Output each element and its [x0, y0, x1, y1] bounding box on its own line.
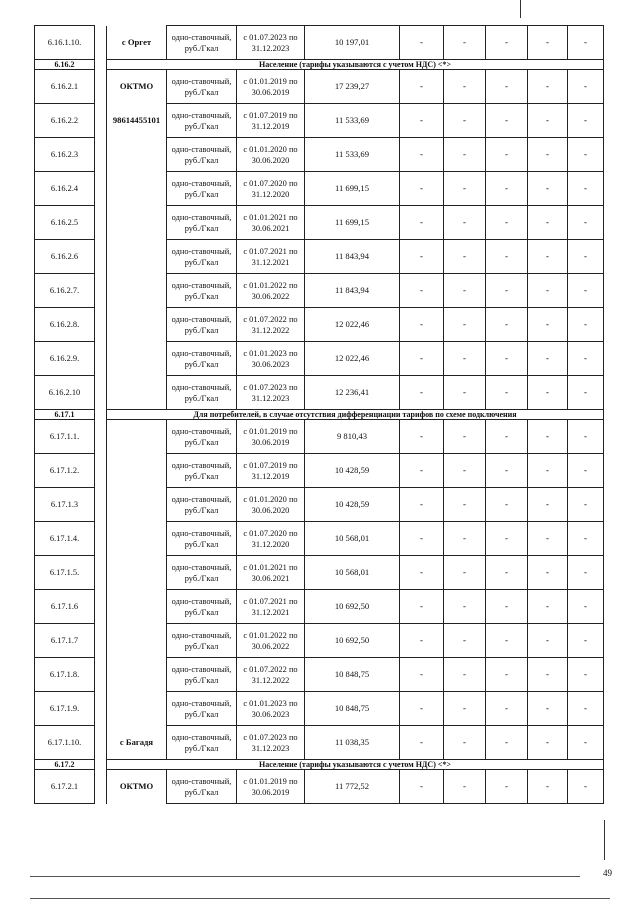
table-row	[35, 342, 604, 376]
gap-cell	[95, 206, 107, 240]
tariff-type-cell: одно-ставочный, руб./Гкал	[167, 240, 237, 274]
gap-cell	[95, 138, 107, 172]
empty-value-cell: -	[568, 206, 604, 240]
empty-value-cell: -	[400, 590, 444, 624]
gap-cell	[95, 60, 107, 70]
empty-value-cell: -	[444, 658, 486, 692]
empty-value-cell: -	[486, 556, 528, 590]
tariff-value-cell: 12 022,46	[305, 342, 400, 376]
table-row	[35, 692, 604, 726]
row-code: 6.16.2.6	[35, 240, 95, 274]
period-cell: с 01.01.2020 по 30.06.2020	[237, 138, 305, 172]
empty-value-cell: -	[444, 488, 486, 522]
empty-value-cell: -	[486, 522, 528, 556]
table-row	[35, 240, 604, 274]
tariff-value-cell: 17 239,27	[305, 70, 400, 104]
footer-rule	[30, 876, 580, 877]
row-code: 6.17.1.8.	[35, 658, 95, 692]
place-cell	[107, 138, 167, 172]
row-code: 6.17.1.4.	[35, 522, 95, 556]
empty-value-cell: -	[444, 726, 486, 760]
empty-value-cell: -	[568, 770, 604, 804]
empty-value-cell: -	[486, 308, 528, 342]
empty-value-cell: -	[528, 308, 568, 342]
table-row	[35, 420, 604, 454]
period-cell: с 01.07.2020 по 31.12.2020	[237, 172, 305, 206]
row-code: 6.16.2.9.	[35, 342, 95, 376]
gap-cell	[95, 172, 107, 206]
place-cell	[107, 692, 167, 726]
gap-cell	[95, 624, 107, 658]
empty-value-cell: -	[400, 658, 444, 692]
empty-value-cell: -	[486, 692, 528, 726]
scan-mark	[604, 820, 605, 860]
period-cell: с 01.07.2019 по 31.12.2019	[237, 454, 305, 488]
empty-value-cell: -	[528, 240, 568, 274]
section-title: Население (тарифы указываются с учетом НДС) <*>	[107, 60, 604, 70]
place-cell	[107, 556, 167, 590]
place-cell	[107, 342, 167, 376]
gap-cell	[95, 342, 107, 376]
table-row	[35, 488, 604, 522]
empty-value-cell: -	[444, 70, 486, 104]
place-cell: с Оргет	[107, 26, 167, 60]
tariff-type-cell: одно-ставочный, руб./Гкал	[167, 522, 237, 556]
tariff-type-cell: одно-ставочный, руб./Гкал	[167, 206, 237, 240]
tariff-type-cell: одно-ставочный, руб./Гкал	[167, 308, 237, 342]
empty-value-cell: -	[568, 726, 604, 760]
gap-cell	[95, 274, 107, 308]
tariff-value-cell: 9 810,43	[305, 420, 400, 454]
empty-value-cell: -	[400, 308, 444, 342]
empty-value-cell: -	[528, 26, 568, 60]
section-code: 6.17.1	[35, 410, 95, 420]
row-code: 6.16.2.4	[35, 172, 95, 206]
tariff-type-cell: одно-ставочный, руб./Гкал	[167, 590, 237, 624]
empty-value-cell: -	[486, 26, 528, 60]
tariff-value-cell: 10 848,75	[305, 692, 400, 726]
period-cell: с 01.01.2022 по 30.06.2022	[237, 274, 305, 308]
place-cell: ОКТМО	[107, 70, 167, 104]
empty-value-cell: -	[400, 454, 444, 488]
period-cell: с 01.07.2023 по 31.12.2023	[237, 726, 305, 760]
gap-cell	[95, 420, 107, 454]
table-row	[35, 274, 604, 308]
tariff-value-cell: 12 236,41	[305, 376, 400, 410]
empty-value-cell: -	[528, 342, 568, 376]
row-code: 6.17.1.3	[35, 488, 95, 522]
place-cell	[107, 308, 167, 342]
period-cell: с 01.01.2021 по 30.06.2021	[237, 556, 305, 590]
table-row	[35, 206, 604, 240]
gap-cell	[95, 104, 107, 138]
empty-value-cell: -	[568, 658, 604, 692]
gap-cell	[95, 376, 107, 410]
empty-value-cell: -	[568, 420, 604, 454]
empty-value-cell: -	[486, 206, 528, 240]
table-row	[35, 308, 604, 342]
footer-rule	[30, 898, 610, 899]
section-code: 6.16.2	[35, 60, 95, 70]
place-cell	[107, 454, 167, 488]
empty-value-cell: -	[444, 770, 486, 804]
empty-value-cell: -	[568, 26, 604, 60]
empty-value-cell: -	[568, 376, 604, 410]
tariff-value-cell: 11 699,15	[305, 206, 400, 240]
empty-value-cell: -	[444, 274, 486, 308]
empty-value-cell: -	[400, 420, 444, 454]
row-code: 6.17.1.5.	[35, 556, 95, 590]
period-cell: с 01.07.2022 по 31.12.2022	[237, 658, 305, 692]
empty-value-cell: -	[486, 70, 528, 104]
tariff-value-cell: 10 428,59	[305, 454, 400, 488]
empty-value-cell: -	[486, 590, 528, 624]
row-code: 6.17.1.7	[35, 624, 95, 658]
empty-value-cell: -	[444, 556, 486, 590]
table-row	[35, 376, 604, 410]
gap-cell	[95, 556, 107, 590]
table-row	[35, 454, 604, 488]
empty-value-cell: -	[568, 624, 604, 658]
tariff-table	[34, 25, 604, 804]
empty-value-cell: -	[400, 522, 444, 556]
empty-value-cell: -	[400, 70, 444, 104]
empty-value-cell: -	[486, 240, 528, 274]
place-cell: с Багадя	[107, 726, 167, 760]
gap-cell	[95, 726, 107, 760]
period-cell: с 01.07.2022 по 31.12.2022	[237, 308, 305, 342]
tariff-value-cell: 11 843,94	[305, 274, 400, 308]
row-code: 6.17.1.6	[35, 590, 95, 624]
empty-value-cell: -	[528, 488, 568, 522]
empty-value-cell: -	[400, 206, 444, 240]
empty-value-cell: -	[568, 274, 604, 308]
empty-value-cell: -	[444, 420, 486, 454]
gap-cell	[95, 308, 107, 342]
empty-value-cell: -	[486, 104, 528, 138]
table-row	[35, 172, 604, 206]
period-cell: с 01.01.2021 по 30.06.2021	[237, 206, 305, 240]
period-cell: с 01.01.2019 по 30.06.2019	[237, 420, 305, 454]
gap-cell	[95, 410, 107, 420]
empty-value-cell: -	[568, 522, 604, 556]
tariff-type-cell: одно-ставочный, руб./Гкал	[167, 420, 237, 454]
empty-value-cell: -	[400, 726, 444, 760]
tariff-value-cell: 11 533,69	[305, 138, 400, 172]
section-title: Для потребителей, в случае отсутствия дифференциации тарифов по схеме подключения	[107, 410, 604, 420]
place-cell: ОКТМО	[107, 770, 167, 804]
row-code: 6.16.2.3	[35, 138, 95, 172]
empty-value-cell: -	[444, 624, 486, 658]
gap-cell	[95, 522, 107, 556]
empty-value-cell: -	[486, 658, 528, 692]
empty-value-cell: -	[528, 420, 568, 454]
section-row	[35, 410, 604, 420]
tariff-type-cell: одно-ставочный, руб./Гкал	[167, 376, 237, 410]
page-number: 49	[603, 868, 612, 878]
place-cell	[107, 420, 167, 454]
empty-value-cell: -	[444, 692, 486, 726]
empty-value-cell: -	[568, 488, 604, 522]
empty-value-cell: -	[486, 138, 528, 172]
place-cell	[107, 522, 167, 556]
tariff-type-cell: одно-ставочный, руб./Гкал	[167, 138, 237, 172]
gap-cell	[95, 760, 107, 770]
period-cell: с 01.07.2023 по 31.12.2023	[237, 26, 305, 60]
empty-value-cell: -	[444, 342, 486, 376]
table-row	[35, 138, 604, 172]
empty-value-cell: -	[528, 692, 568, 726]
gap-cell	[95, 454, 107, 488]
empty-value-cell: -	[568, 104, 604, 138]
place-cell	[107, 488, 167, 522]
tariff-value-cell: 10 692,50	[305, 624, 400, 658]
empty-value-cell: -	[486, 172, 528, 206]
section-title: Население (тарифы указываются с учетом НДС) <*>	[107, 760, 604, 770]
empty-value-cell: -	[486, 342, 528, 376]
empty-value-cell: -	[528, 624, 568, 658]
tariff-type-cell: одно-ставочный, руб./Гкал	[167, 692, 237, 726]
place-cell	[107, 240, 167, 274]
tariff-type-cell: одно-ставочный, руб./Гкал	[167, 70, 237, 104]
empty-value-cell: -	[486, 488, 528, 522]
empty-value-cell: -	[568, 172, 604, 206]
tariff-type-cell: одно-ставочный, руб./Гкал	[167, 624, 237, 658]
gap-cell	[95, 240, 107, 274]
tariff-value-cell: 12 022,46	[305, 308, 400, 342]
place-cell	[107, 274, 167, 308]
tariff-value-cell: 11 038,35	[305, 726, 400, 760]
gap-cell	[95, 590, 107, 624]
period-cell: с 01.07.2021 по 31.12.2021	[237, 590, 305, 624]
table-row	[35, 26, 604, 60]
table-row	[35, 770, 604, 804]
table-row	[35, 556, 604, 590]
tariff-value-cell: 10 568,01	[305, 556, 400, 590]
row-code: 6.16.2.2	[35, 104, 95, 138]
row-code: 6.17.1.1.	[35, 420, 95, 454]
section-code: 6.17.2	[35, 760, 95, 770]
tariff-type-cell: одно-ставочный, руб./Гкал	[167, 274, 237, 308]
empty-value-cell: -	[568, 70, 604, 104]
tariff-type-cell: одно-ставочный, руб./Гкал	[167, 172, 237, 206]
table-row	[35, 624, 604, 658]
place-cell	[107, 172, 167, 206]
table-row	[35, 70, 604, 104]
empty-value-cell: -	[568, 556, 604, 590]
period-cell: с 01.01.2020 по 30.06.2020	[237, 488, 305, 522]
table-row	[35, 726, 604, 760]
empty-value-cell: -	[400, 624, 444, 658]
empty-value-cell: -	[400, 342, 444, 376]
row-code: 6.17.1.10.	[35, 726, 95, 760]
empty-value-cell: -	[444, 206, 486, 240]
period-cell: с 01.01.2019 по 30.06.2019	[237, 70, 305, 104]
period-cell: с 01.07.2020 по 31.12.2020	[237, 522, 305, 556]
empty-value-cell: -	[400, 376, 444, 410]
place-cell	[107, 658, 167, 692]
place-cell	[107, 206, 167, 240]
tariff-type-cell: одно-ставочный, руб./Гкал	[167, 342, 237, 376]
empty-value-cell: -	[400, 240, 444, 274]
period-cell: с 01.07.2023 по 31.12.2023	[237, 376, 305, 410]
tariff-type-cell: одно-ставочный, руб./Гкал	[167, 770, 237, 804]
tariff-value-cell: 11 533,69	[305, 104, 400, 138]
row-code: 6.17.1.2.	[35, 454, 95, 488]
tariff-type-cell: одно-ставочный, руб./Гкал	[167, 454, 237, 488]
tariff-value-cell: 10 692,50	[305, 590, 400, 624]
tariff-type-cell: одно-ставочный, руб./Гкал	[167, 556, 237, 590]
empty-value-cell: -	[528, 770, 568, 804]
period-cell: с 01.01.2023 по 30.06.2023	[237, 342, 305, 376]
scan-mark	[520, 0, 521, 18]
row-code: 6.17.1.9.	[35, 692, 95, 726]
empty-value-cell: -	[528, 454, 568, 488]
empty-value-cell: -	[400, 104, 444, 138]
table-row	[35, 522, 604, 556]
empty-value-cell: -	[568, 342, 604, 376]
tariff-value-cell: 10 428,59	[305, 488, 400, 522]
period-cell: с 01.01.2019 по 30.06.2019	[237, 770, 305, 804]
gap-cell	[95, 658, 107, 692]
empty-value-cell: -	[400, 172, 444, 206]
gap-cell	[95, 692, 107, 726]
empty-value-cell: -	[400, 138, 444, 172]
tariff-value-cell: 10 848,75	[305, 658, 400, 692]
empty-value-cell: -	[444, 590, 486, 624]
row-code: 6.16.1.10.	[35, 26, 95, 60]
tariff-type-cell: одно-ставочный, руб./Гкал	[167, 726, 237, 760]
empty-value-cell: -	[444, 308, 486, 342]
empty-value-cell: -	[444, 376, 486, 410]
empty-value-cell: -	[528, 206, 568, 240]
period-cell: с 01.07.2019 по 31.12.2019	[237, 104, 305, 138]
row-code: 6.16.2.8.	[35, 308, 95, 342]
empty-value-cell: -	[528, 726, 568, 760]
empty-value-cell: -	[486, 454, 528, 488]
place-cell: 98614455101	[107, 104, 167, 138]
table-row	[35, 658, 604, 692]
empty-value-cell: -	[486, 624, 528, 658]
empty-value-cell: -	[568, 138, 604, 172]
empty-value-cell: -	[528, 70, 568, 104]
row-code: 6.16.2.1	[35, 70, 95, 104]
empty-value-cell: -	[444, 522, 486, 556]
gap-cell	[95, 488, 107, 522]
period-cell: с 01.01.2022 по 30.06.2022	[237, 624, 305, 658]
row-code: 6.17.2.1	[35, 770, 95, 804]
table-row	[35, 104, 604, 138]
empty-value-cell: -	[528, 172, 568, 206]
tariff-value-cell: 11 772,52	[305, 770, 400, 804]
section-row	[35, 760, 604, 770]
empty-value-cell: -	[486, 726, 528, 760]
period-cell: с 01.01.2023 по 30.06.2023	[237, 692, 305, 726]
empty-value-cell: -	[528, 590, 568, 624]
empty-value-cell: -	[400, 556, 444, 590]
row-code: 6.16.2.7.	[35, 274, 95, 308]
empty-value-cell: -	[400, 488, 444, 522]
empty-value-cell: -	[528, 658, 568, 692]
empty-value-cell: -	[568, 692, 604, 726]
empty-value-cell: -	[444, 26, 486, 60]
empty-value-cell: -	[568, 240, 604, 274]
empty-value-cell: -	[486, 770, 528, 804]
empty-value-cell: -	[528, 376, 568, 410]
tariff-type-cell: одно-ставочный, руб./Гкал	[167, 26, 237, 60]
section-row	[35, 60, 604, 70]
tariff-value-cell: 10 568,01	[305, 522, 400, 556]
empty-value-cell: -	[568, 590, 604, 624]
tariff-type-cell: одно-ставочный, руб./Гкал	[167, 658, 237, 692]
empty-value-cell: -	[528, 138, 568, 172]
empty-value-cell: -	[400, 274, 444, 308]
tariff-value-cell: 10 197,01	[305, 26, 400, 60]
row-code: 6.16.2.5	[35, 206, 95, 240]
empty-value-cell: -	[486, 274, 528, 308]
tariff-value-cell: 11 699,15	[305, 172, 400, 206]
empty-value-cell: -	[528, 274, 568, 308]
place-cell	[107, 376, 167, 410]
table-row	[35, 590, 604, 624]
empty-value-cell: -	[568, 308, 604, 342]
tariff-value-cell: 11 843,94	[305, 240, 400, 274]
empty-value-cell: -	[528, 104, 568, 138]
empty-value-cell: -	[528, 522, 568, 556]
empty-value-cell: -	[444, 172, 486, 206]
empty-value-cell: -	[400, 26, 444, 60]
period-cell: с 01.07.2021 по 31.12.2021	[237, 240, 305, 274]
empty-value-cell: -	[444, 240, 486, 274]
empty-value-cell: -	[400, 692, 444, 726]
gap-cell	[95, 770, 107, 804]
empty-value-cell: -	[486, 420, 528, 454]
empty-value-cell: -	[568, 454, 604, 488]
empty-value-cell: -	[444, 104, 486, 138]
place-cell	[107, 590, 167, 624]
empty-value-cell: -	[486, 376, 528, 410]
empty-value-cell: -	[528, 556, 568, 590]
tariff-type-cell: одно-ставочный, руб./Гкал	[167, 104, 237, 138]
place-cell	[107, 624, 167, 658]
row-code: 6.16.2.10	[35, 376, 95, 410]
empty-value-cell: -	[444, 138, 486, 172]
empty-value-cell: -	[444, 454, 486, 488]
gap-cell	[95, 26, 107, 60]
gap-cell	[95, 70, 107, 104]
tariff-type-cell: одно-ставочный, руб./Гкал	[167, 488, 237, 522]
empty-value-cell: -	[400, 770, 444, 804]
